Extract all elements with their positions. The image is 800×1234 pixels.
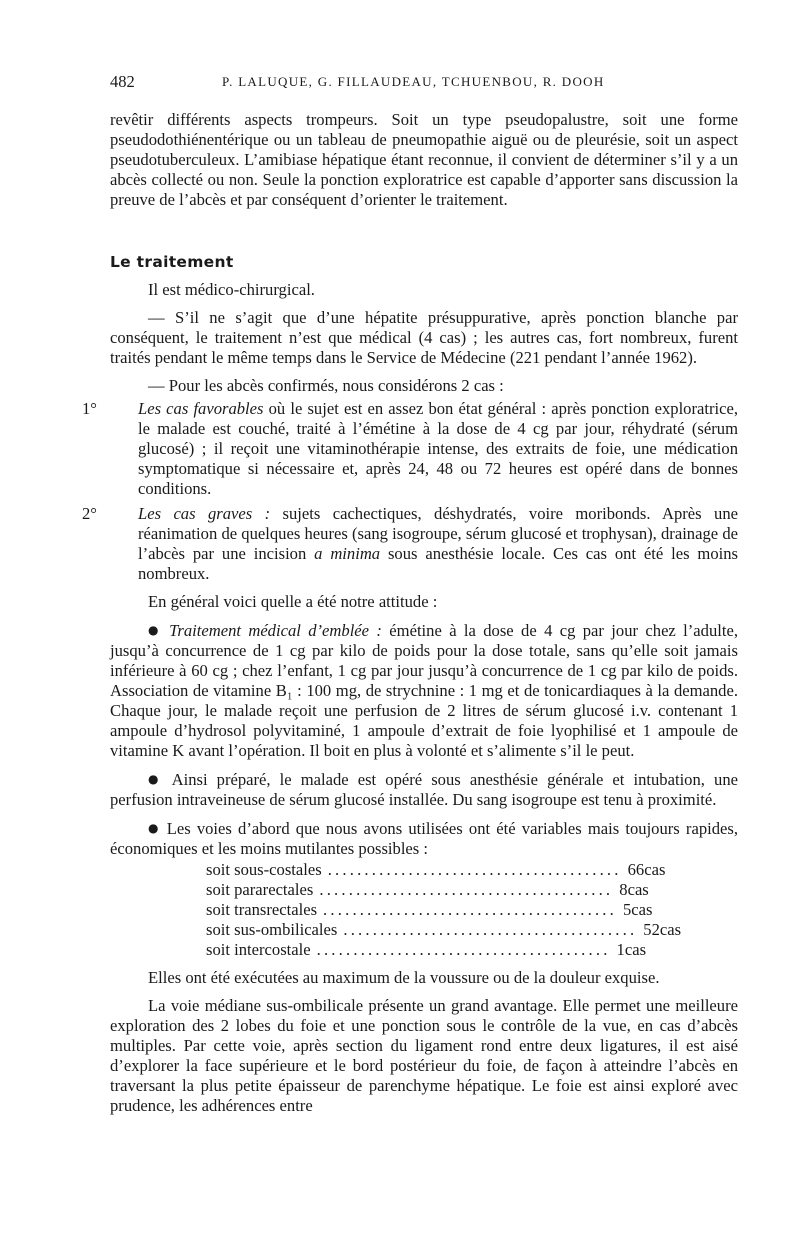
bullet-body: Ainsi préparé, le malade est opéré sous anesthésie générale et intubation, une perfusion intraveineuse de sérum glucosé installée. Du sang isogroupe est tenu à proximité. [110,770,738,809]
running-title: P. LALUQUE, G. FILLAUDEAU, TCHUENBOU, R. DOOH [222,74,605,89]
row-count: 8 [619,880,628,899]
paragraph-attitude: En général voici quelle a été notre attitude : [148,592,438,611]
item-body-after: sous anesthésie locale. Ces cas ont été les moins nombreux. [138,544,738,583]
leader-dots: ........................................ [327,860,622,879]
leader-dots: ........................................ [323,900,617,919]
bullet-icon: ● [148,623,162,637]
item-body-before: sujets cachectiques, déshydratés, voire moribonds. Après une réanimation de quelques heures (sang isogroupe, sérum glucosé et trophysan), drainage de l’abcès par une incision [138,504,738,563]
approach-table [206,860,682,960]
table-row [206,940,647,960]
paragraph-intro-treatment: Il est médico-chirurgical. [148,280,315,299]
table-row [206,860,666,880]
item-number: 2° [82,504,97,523]
row-count: 1 [616,940,625,959]
row-unit: cas [627,880,649,899]
item-number: 1° [82,399,97,418]
row-label: soit sus-ombilicales [206,920,338,939]
row-unit: cas [624,940,647,959]
table-row [206,920,682,940]
bullet-icon: ● [148,772,164,786]
row-label: soit transrectales [206,900,318,919]
list-item-severe [82,504,738,584]
paragraph-confirmed-abscess: — Pour les abcès confirmés, nous considérons 2 cas : [148,376,504,395]
table-row [206,900,653,920]
row-count: 66 [627,860,645,879]
row-unit: cas [631,900,653,919]
page-number: 482 [110,72,135,91]
item-body: où le sujet est en assez bon état général : après ponction exploratrice, le malade est couché, traité à l’émétine à la dose de 4 cg par jour, réhydraté (sérum glucosé) ; il reçoit une vitaminothérapie intense, des extraits de foie, une médication symptomatique si nécessaire et, après 24, 48 ou 72 heures est opéré dans de bonnes conditions. [138,399,738,498]
row-label: soit intercostale [206,940,311,959]
intro-paragraph: revêtir différents aspects trompeurs. Soit un type pseudopalustre, soit une forme pseudodothiénentérique ou un tableau de pneumopathie aiguë ou de pleurésie, soit un aspect pseudotuberculeux. L’amibiase hépatique étant reconnue, il convient de déterminer s’il y a un abcès collecté ou non. Seule la ponction exploratrice est capable d’apporter sans discussion la preuve de l’abcès et par conséquent d’orienter le traitement. [110,110,738,209]
body-text [82,110,738,1116]
item-title: Les cas favorables [138,399,264,418]
bullet-medical [110,620,738,761]
bullet-body: émétine à la dose de 4 cg par jour chez l’adulte, jusqu’à concurrence de 1 cg par kilo de poids pour la dose totale, sans qu’elle soit jamais inférieure à 60 cg ; chez l’enfant, 1 cg par jour jusqu’à concurrence de 1 cg par kilo de poids. Association de vitamine B₁ : 100 mg, de strychnine : 1 mg et de tonicardiaques à la demande. Chaque jour, le malade reçoit une perfusion de 2 litres de sérum glucosé i.v. contenant 1 ampoule d’hydrosol polyvitaminé, 1 ampoule d’extrait de foie lyophilisé et 1 ampoule de vitamine K avant l’opération. Il boit en plus à volonté et s’alimente s’il le peut. [110,621,738,760]
row-label: soit sous-costales [206,860,322,879]
row-unit: cas [644,860,666,879]
section-heading: Le traitement [110,253,234,271]
row-count: 52 [643,920,660,939]
table-row [206,880,649,900]
item-text [138,504,738,584]
leader-dots: ........................................ [316,940,611,959]
leader-dots: ........................................ [343,920,638,939]
item-title: Les cas graves : [138,504,271,523]
item-italic: a minima [314,544,381,563]
bullet-approaches [110,818,738,859]
paragraph-execution: Elles ont été exécutées au maximum de la voussure ou de la douleur exquise. [148,968,660,987]
item-text [138,399,738,499]
row-count: 5 [622,900,632,919]
bullet-preparation [110,769,738,810]
bullet-body: Les voies d’abord que nous avons utilisées ont été variables mais toujours rapides, économiques et les moins mutilantes possibles : [110,819,738,858]
bullet-icon: ● [148,821,161,835]
row-label: soit pararectales [206,880,314,899]
paragraph-median-approach: La voie médiane sus-ombilicale présente un grand avantage. Elle permet une meilleure exploration des 2 lobes du foie et une ponction sous le contrôle de la vue, en cas d’abcès multiples. Par cette voie, après section du ligament rond entre deux ligatures, il est aisé d’explorer la face supérieure et le bord postérieur du foie, de façon à atteindre l’abcès en traversant la plus petite épaisseur de parenchyme hépatique. Le foie est ainsi exploré avec prudence, les adhérences entre [110,996,738,1115]
list-item-favorable [82,399,738,499]
leader-dots: ........................................ [319,880,614,899]
bullet-title: Traitement médical d’emblée : [169,621,382,640]
row-unit: cas [659,920,682,939]
paragraph-presuppurative: — S’il ne s’agit que d’une hépatite présuppurative, après ponction blanche par conséquent, le traitement n’est que médical (4 cas) ; les autres cas, fort nombreux, furent traités pendant le même temps dans le Service de Médecine (221 pendant l’année 1962). [110,308,738,367]
